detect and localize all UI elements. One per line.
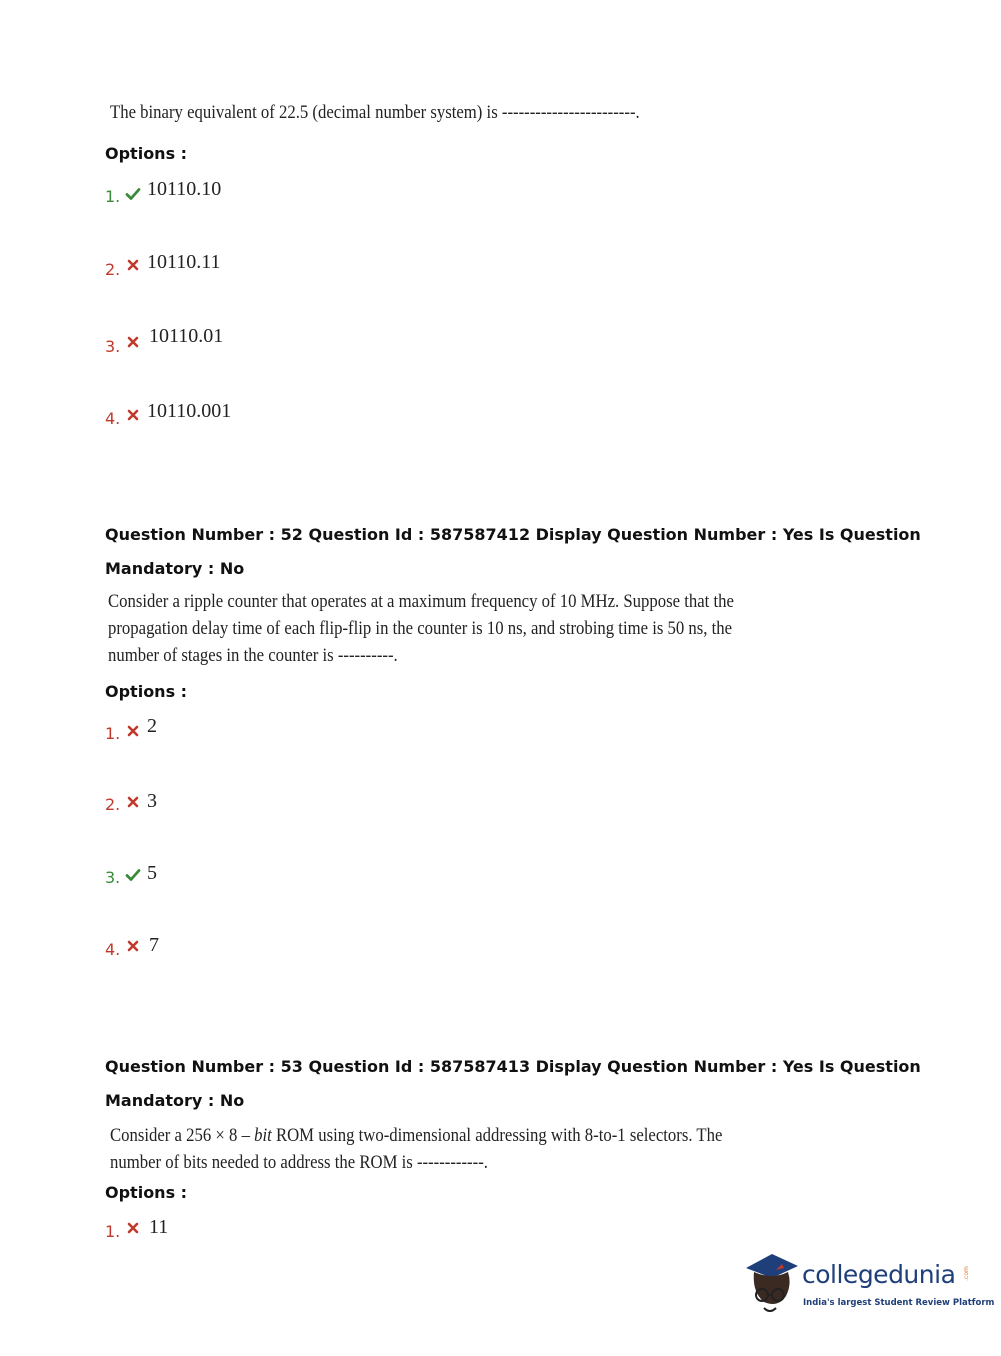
option-text: 10110.10 [147, 178, 222, 200]
q52-options-label: Options : [105, 682, 188, 701]
option-number: 3. [105, 337, 121, 356]
q53-line1-part-a: Consider a 256 × 8 – [110, 1125, 255, 1146]
option-text: 7 [149, 934, 159, 956]
q51-question-text: The binary equivalent of 22.5 (decimal number system) is ------------------------. [110, 102, 640, 123]
option-number: 1. [105, 724, 121, 743]
option-text: 10110.11 [147, 251, 221, 273]
option-text: 5 [147, 862, 157, 884]
check-icon [125, 867, 141, 883]
option-number: 2. [105, 795, 121, 814]
cross-icon [125, 723, 141, 739]
q53-header: Question Number : 53 Question Id : 587587413 Display Question Number : Yes Is Question [105, 1057, 921, 1076]
option-number: 1. [105, 187, 121, 206]
check-icon [125, 186, 141, 202]
option-text: 3 [147, 790, 157, 812]
cross-icon [125, 1220, 141, 1236]
brand-tagline: India's largest Student Review Platform [803, 1298, 995, 1308]
q52-question-line-2: propagation delay time of each flip-flip in the counter is 10 ns, and strobing time is 50 ns, the [108, 618, 733, 639]
q52-mandatory: Mandatory : No [105, 559, 245, 578]
cross-icon [125, 257, 141, 273]
q53-question-line-2: number of bits needed to address the ROM is ------------. [110, 1152, 488, 1173]
q53-options-label: Options : [105, 1183, 188, 1202]
q53-mandatory: Mandatory : No [105, 1091, 245, 1110]
q52-question-line-1: Consider a ripple counter that operates at a maximum frequency of 10 MHz. Suppose that the [108, 591, 734, 612]
mascot-icon [742, 1248, 802, 1320]
cross-icon [125, 938, 141, 954]
collegedunia-logo [742, 1248, 995, 1320]
option-number: 2. [105, 260, 121, 279]
cross-icon [125, 794, 141, 810]
q53-line1-part-c: ROM using two-dimensional addressing with 8-to-1 selectors. The [271, 1125, 723, 1146]
option-text: 10110.01 [149, 325, 224, 347]
option-text: 2 [147, 715, 157, 737]
brand-name: collegedunia [802, 1260, 956, 1289]
q52-header: Question Number : 52 Question Id : 587587412 Display Question Number : Yes Is Question [105, 525, 921, 544]
cross-icon [125, 407, 141, 423]
q51-options-label: Options : [105, 144, 188, 163]
option-number: 3. [105, 868, 121, 887]
option-text: 10110.001 [147, 400, 232, 422]
option-text: 11 [149, 1216, 169, 1238]
q53-question-line-1 [110, 1122, 722, 1149]
q52-question-line-3: number of stages in the counter is ----------. [108, 645, 398, 666]
cross-icon [125, 334, 141, 350]
q53-line1-bit: bit [254, 1125, 272, 1146]
brand-com: .com [962, 1266, 970, 1281]
option-number: 4. [105, 409, 121, 428]
option-number: 4. [105, 940, 121, 959]
option-number: 1. [105, 1222, 121, 1241]
